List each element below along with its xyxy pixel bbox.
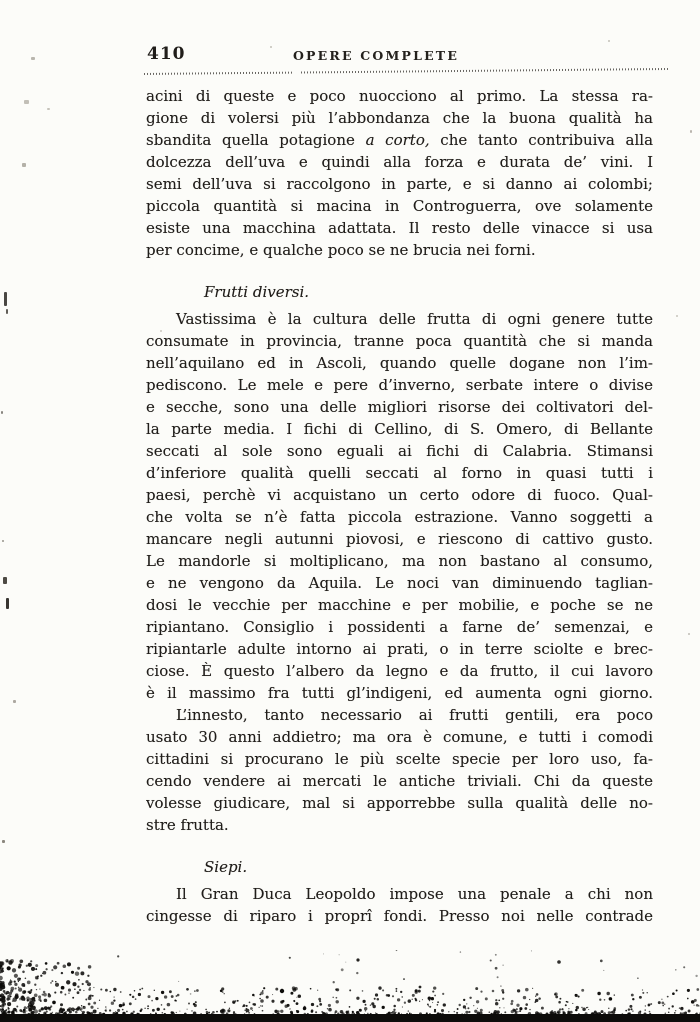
text-line: cingesse di riparo i proprî fondi. Presso noi nelle contrade: [146, 907, 653, 925]
scan-speck: [160, 330, 162, 332]
text-line: sbandita quella potagione a corto, che tanto contribuiva alla: [146, 131, 653, 149]
text-line: consumate in provincia, tranne poca quantità che si manda: [146, 332, 653, 350]
text-line: volesse giudicare, mal si apporrebbe sulla qualità delle no-: [146, 794, 653, 812]
scan-speck: [688, 633, 690, 635]
text-line: ripiantarle adulte intorno ai prati, o in terre sciolte e brec-: [146, 640, 653, 658]
text-line: Vastissima è la cultura delle frutta di ogni genere tutte: [176, 310, 653, 328]
scan-speck: [2, 540, 4, 542]
text-line: acini di queste e poco nuocciono al primo. La stessa ra-: [146, 87, 653, 105]
text-line: cendo vendere ai mercati le antiche triviali. Chi da queste: [146, 772, 653, 790]
text-line: nell’aquilano ed in Ascoli, quando quelle dogane non l’im-: [146, 354, 653, 372]
text-line: esiste una macchina adattata. Il resto delle vinacce si usa: [146, 219, 653, 237]
text-line: Le mandorle si moltiplicano, ma non bastano al consumo,: [146, 552, 653, 570]
section-heading: Frutti diversi.: [204, 283, 310, 301]
text-line: mancare negli autunni piovosi, e riescono di cattivo gusto.: [146, 530, 653, 548]
text-line: dosi le vecchie per macchine e per mobilie, e poche se ne: [146, 596, 653, 614]
text-line: dolcezza dell’uva e quindi alla forza e durata de’ vini. I: [146, 153, 653, 171]
text-line: per concime, e qualche poco se ne brucia nei forni.: [146, 241, 536, 259]
text-line: e ne vengono da Aquila. Le noci van diminuendo taglian-: [146, 574, 653, 592]
scan-speck: [676, 315, 678, 317]
text-line: L’innesto, tanto necessario ai frutti gentili, era poco: [176, 706, 653, 724]
running-title: OPERE COMPLETE: [292, 48, 460, 63]
text-line: cittadini si procurano le più scelte specie per loro uso, fa-: [146, 750, 653, 768]
header-dotted-rule: [144, 68, 668, 75]
text-line: paesi, perchè vi acquistano un certo odore di fuoco. Qual-: [146, 486, 653, 504]
text-line: d’inferiore qualità quelli seccati al forno in quasi tutti i: [146, 464, 653, 482]
text-line: piccola quantità si macina in Controguerra, ove solamente: [146, 197, 653, 215]
scan-speck: [24, 100, 29, 104]
paragraph: [146, 308, 653, 704]
dotted-rule-segment: [144, 72, 293, 75]
scan-speck: [13, 700, 16, 703]
text-line: che volta se n’è fatta piccola estrazione. Vanno soggetti a: [146, 508, 653, 526]
scan-speck: [2, 840, 5, 843]
scan-speck: [31, 57, 35, 60]
scan-speck: [270, 46, 272, 48]
scan-speck: [47, 108, 50, 110]
text-line: pediscono. Le mele e pere d’inverno, serbate intere o divise: [146, 376, 653, 394]
text-line: gione di volersi più l’abbondanza che la buona qualità ha: [146, 109, 653, 127]
text-line: seccati al sole sono eguali ai fichi di Calabria. Stimansi: [146, 442, 653, 460]
paragraph: [146, 85, 653, 261]
section-heading: Siepi.: [204, 858, 248, 876]
scan-speck: [4, 292, 7, 306]
scan-speck: [1, 411, 3, 414]
scan-speck: [6, 309, 8, 314]
scan-speck: [608, 40, 610, 42]
scan-speck: [6, 598, 9, 609]
bottom-scan-noise: [0, 950, 700, 1022]
scan-speck: [22, 163, 26, 167]
page-number: 410: [147, 44, 186, 64]
scan-speck: [3, 577, 7, 584]
paragraph: [146, 704, 653, 836]
text-line: ripiantano. Consiglio i possidenti a farne de’ semenzai, e: [146, 618, 653, 636]
text-line: la parte media. I fichi di Cellino, di S. Omero, di Bellante: [146, 420, 653, 438]
text-line: ciose. È questo l’albero da legno e da frutto, il cui lavoro: [146, 662, 653, 680]
text-line: e secche, sono una delle migliori risorse dei coltivatori del-: [146, 398, 653, 416]
text-line: semi dell’uva si raccolgono in parte, e si danno ai colombi;: [146, 175, 653, 193]
text-line: stre frutta.: [146, 816, 229, 834]
text-line: usato 30 anni addietro; ma ora è comune, e tutti i comodi: [146, 728, 653, 746]
text-line: è il massimo fra tutti gl’indigeni, ed aumenta ogni giorno.: [146, 684, 653, 702]
text-block: [146, 85, 653, 927]
paragraph: [146, 883, 653, 927]
scan-speck: [690, 130, 692, 133]
dotted-rule-segment: [301, 68, 668, 74]
text-line: Il Gran Duca Leopoldo impose una penale a chi non: [176, 885, 653, 903]
